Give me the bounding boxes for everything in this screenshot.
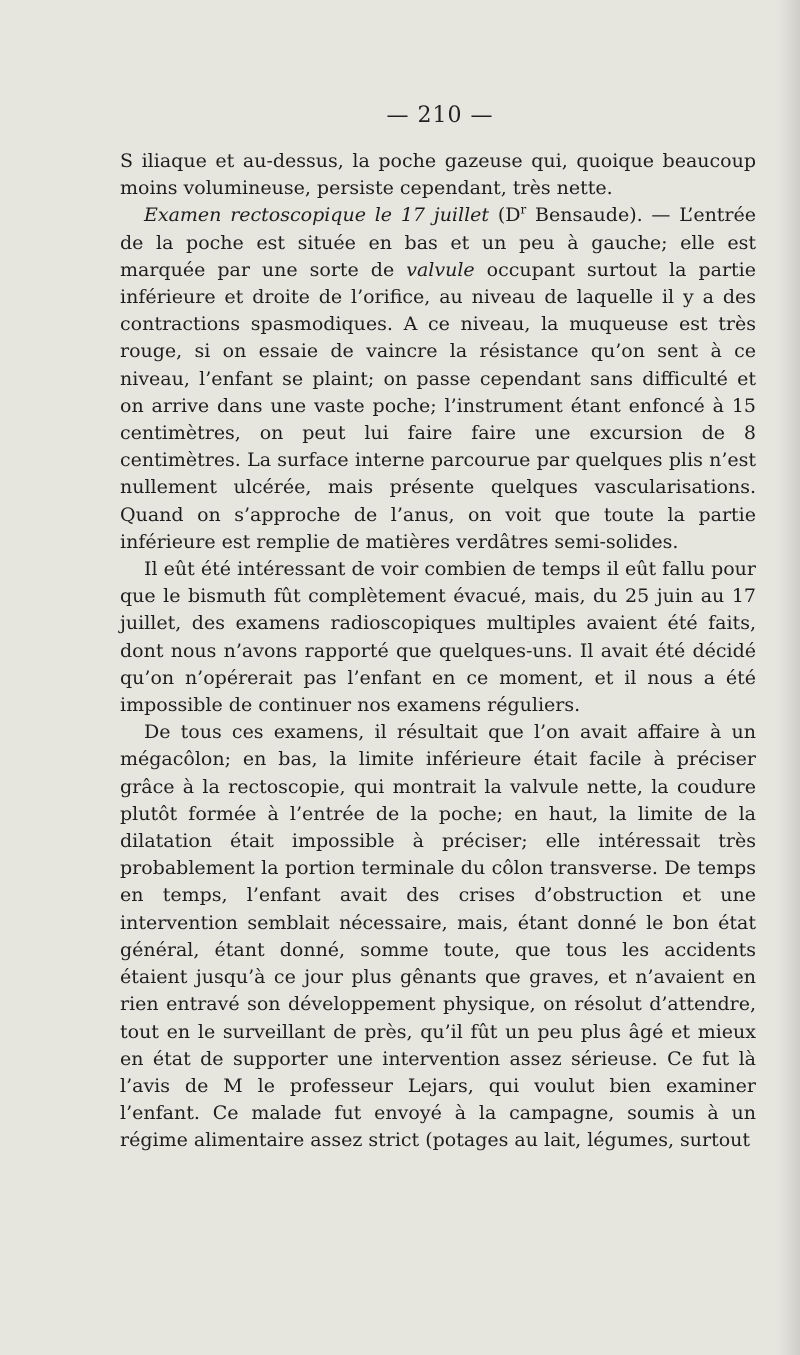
exam-heading: Examen rectoscopique le 17 juillet <box>144 204 490 227</box>
body-text <box>120 148 756 1155</box>
paragraph-3: Il eût été intéressant de voir combien de temps il eût fallu pour que le bismuth fût complètement évacué, mais, du 25 juin au 17 juillet, des examens radioscopiques multiples avaient été faits, dont nous n’avons rapporté que quelques-uns. Il avait été décidé qu’on n’opérerait pas l’enfant en ce moment, et il nous a été impossible de continuer nos examens réguliers. <box>120 558 756 717</box>
valvule-term: valvule <box>406 258 475 281</box>
paragraph-2-end: occupant surtout la partie inférieure et droite de l’orifice, au niveau de laquelle il y a des contractions spasmodiques. A ce niveau, la muqueuse est très rouge, si on essaie de vaincre la résistance qu’on sent à ce niveau, l’enfant se plaint; on passe cependant sans difficulté et on arrive dans une vaste poche; l’instrument étant enfoncé à 15 centimètres, on peut lui faire faire une excursion de 8 centimètres. La surface interne parcourue par quelques plis n’est nullement ulcérée, mais présente quelques vascularisations. Quand on s’approche de l’anus, on voit que toute la partie inférieure est remplie de matières verdâtres semi-solides. <box>120 258 756 553</box>
page-number: — 210 — <box>386 103 494 128</box>
paragraph-2 <box>120 202 756 556</box>
page-edge-shadow <box>778 0 800 1355</box>
doctor-superscript: r <box>520 203 527 218</box>
paragraph-1: S iliaque et au-dessus, la poche gazeuse qui, quoique beaucoup moins volumineuse, persiste cependant, très nette. <box>120 150 756 200</box>
doctor-prefix: (D <box>497 204 521 227</box>
paragraph-2-text: Bensaude). — L’entrée de la poche est située en bas et un peu à gauche; elle est marquée par une sorte de <box>120 204 757 281</box>
paragraph-4: De tous ces examens, il résultait que l’on avait affaire à un mégacôlon; en bas, la limite inférieure était facile à préciser grâce à la rectoscopie, qui montrait la valvule nette, la coudure plutôt formée à l’entrée de la poche; en haut, la limite de la dilatation était impossible à préciser; elle intéressait très probablement la portion terminale du côlon transverse. De temps en temps, l’enfant avait des crises d’obstruction et une intervention semblait nécessaire, mais, étant donné le bon état général, étant donné, somme toute, que tous les accidents étaient jusqu’à ce jour plus gênants que graves, et n’avaient en rien entravé son développement physique, on résolut d’attendre, tout en le surveillant de près, qu’il fût un peu plus âgé et mieux en état de supporter une intervention assez sérieuse. Ce fut là l’avis de M le professeur Lejars, qui voulut bien examiner l’enfant. Ce malade fut envoyé à la campagne, soumis à un régime alimentaire assez strict (potages au lait, légumes, surtout <box>120 721 756 1152</box>
